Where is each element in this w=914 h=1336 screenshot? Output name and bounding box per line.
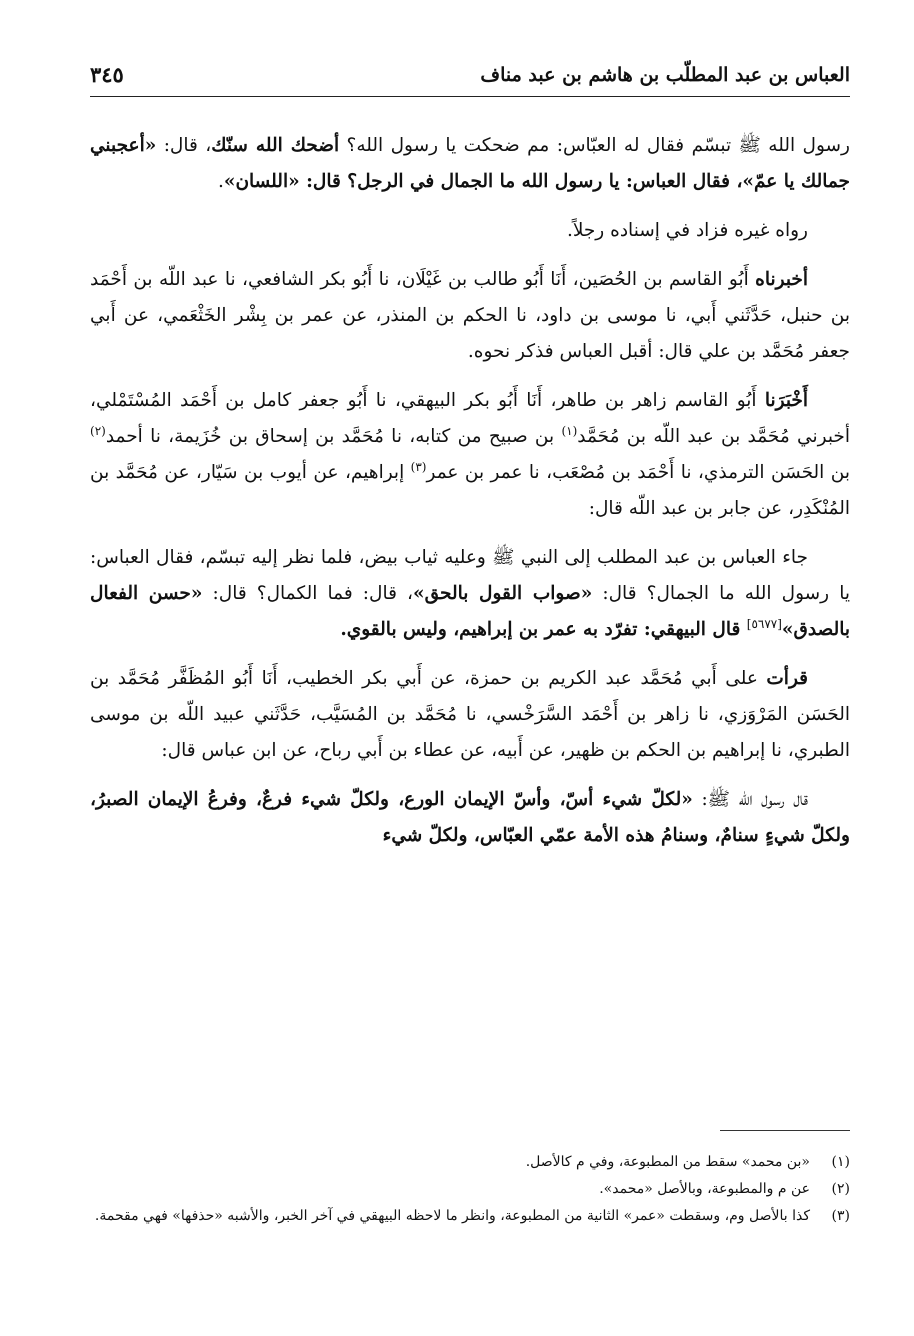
text-run: ، قال: (156, 135, 212, 156)
footnote (90, 1150, 850, 1175)
paragraph (90, 383, 850, 527)
text-run: بن الحَسَن الترمذي، نا أَحْمَد بن مُصْعَب، نا عمر بن عمر (426, 462, 850, 483)
text-run: «حسن الفعال بالصدق» (90, 583, 850, 640)
note-marker: [٥٦٧٧] (746, 616, 782, 631)
text-run: أخبرناه (755, 269, 808, 290)
paragraph (90, 262, 850, 370)
footnote-text: عن م والمطبوعة، وبالأصل «محمد». (599, 1181, 810, 1197)
footnote-number: (٢) (831, 1181, 850, 1197)
paragraph (90, 661, 850, 769)
text-run: أَبُو القاسم بن الحُصَين، أَنَا أَبُو طالب بن غَيْلَان، نا أَبُو بكر الشافعي، نا عبد اللّه بن أَحْمَد بن حنبل، حَدَّثَني أَبي، نا موسى بن داود، نا الحكم بن المنذر، عن عمر بن بِشْر الخَثْعَمي، عن أَبي جعفر مُحَمَّد بن علي قال: أقبل العباس فذكر نحوه. (90, 269, 850, 362)
page-number: ٣٤٥ (90, 62, 124, 87)
text-run: رسول الله ﷺ تبسّم فقال له العبّاس: مم ضحكت يا رسول الله؟ (339, 135, 850, 156)
footnote-rule (720, 1130, 850, 1131)
text-run: قال رسول الله ﷺ: (692, 789, 808, 810)
footnote (90, 1204, 850, 1229)
footnote-number: (١) (831, 1154, 850, 1170)
footnotes (90, 1150, 850, 1231)
text-run: رواه غيره فزاد في إسناده رجلاً. (566, 220, 808, 241)
text-run: بن صبيح من كتابه، نا مُحَمَّد بن إسحاق بن خُزَيمة، نا أحمد (105, 426, 562, 447)
paragraph (90, 782, 850, 854)
footnote (90, 1177, 850, 1202)
text-run: إبراهيم، عن أيوب بن سَيّار، عن مُحَمَّد بن المُنْكَدِر، عن جابر بن عبد اللّه قال: (90, 462, 850, 519)
note-marker: (١) (561, 423, 578, 438)
text-run: جاء العباس بن عبد المطلب إلى النبي ﷺ وعليه ثياب بيض، فلما نظر إليه تبسّم، فقال العباس: يا رسول الله ما الجمال؟ قال: (90, 547, 850, 604)
text-run: أضحك الله سنّك (211, 135, 340, 156)
text-run: أَخْبَرَنا (764, 390, 808, 411)
note-marker: (٢) (90, 423, 106, 438)
paragraph (90, 540, 850, 648)
book-page (90, 60, 850, 1290)
paragraph (90, 128, 850, 200)
paragraph (90, 213, 850, 249)
main-text (90, 128, 850, 867)
header-rule (90, 96, 850, 97)
footnote-text: كذا بالأصل وم، وسقطت «عمر» الثانية من المطبوعة، وانظر ما لاحظه البيهقي في آخر الخبر، والأشبه «حذفها» فهي مقحمة. (94, 1208, 810, 1224)
text-run: على أَبي مُحَمَّد عبد الكريم بن حمزة، عن أَبي بكر الخطيب، أَنَا أَبُو المُظَفَّر مُحَمَّد بن الحَسَن المَرْوَزي، نا زاهر بن أَحْمَد السَّرَخْسي، نا مُحَمَّد بن المُسَيَّب، حَدَّثَني عبيد اللّه بن موسى الطبري، نا إبراهيم بن الحكم بن ظهير، عن أَبيه، عن عطاء بن أَبي رباح، عن ابن عباس قال: (90, 668, 850, 761)
footnote-text: «بن محمد» سقط من المطبوعة، وفي م كالأصل. (525, 1154, 810, 1170)
text-run: «أعجبني جمالك يا عمّ»، فقال العباس: يا رسول الله ما الجمال في الرجل؟ قال: «اللسان» (90, 135, 850, 192)
text-run: ، قال: فما الكمال؟ قال: (202, 583, 414, 604)
text-run: أَبُو القاسم زاهر بن طاهر، أَنَا أَبُو بكر البيهقي، نا أَبُو جعفر كامل بن أَحْمَد المُسْتَمْلي، أخبرني مُحَمَّد بن عبد اللّه بن مُحَمَّد (90, 390, 850, 447)
running-header (90, 60, 850, 94)
footnote-number: (٣) (831, 1208, 850, 1224)
text-run: «صواب القول بالحق» (413, 583, 593, 604)
running-title: العباس بن عبد المطلّب بن هاشم بن عبد مناف (480, 64, 850, 86)
text-run: قال البيهقي: تفرّد به عمر بن إبراهيم، وليس بالقوي. (340, 619, 747, 640)
text-run: «لكلّ شيء أسّ، وأسّ الإيمان الورع، ولكلّ شيء فرعٌ، وفرعُ الإيمان الصبرُ، ولكلّ شيءٍ سنامٌ، وسنامُ هذه الأمة عمّي العبّاس، ولكلّ شيء (90, 789, 850, 846)
text-run: . (218, 171, 224, 192)
note-marker: (٣) (410, 459, 427, 474)
text-run: قرأت (766, 668, 808, 689)
